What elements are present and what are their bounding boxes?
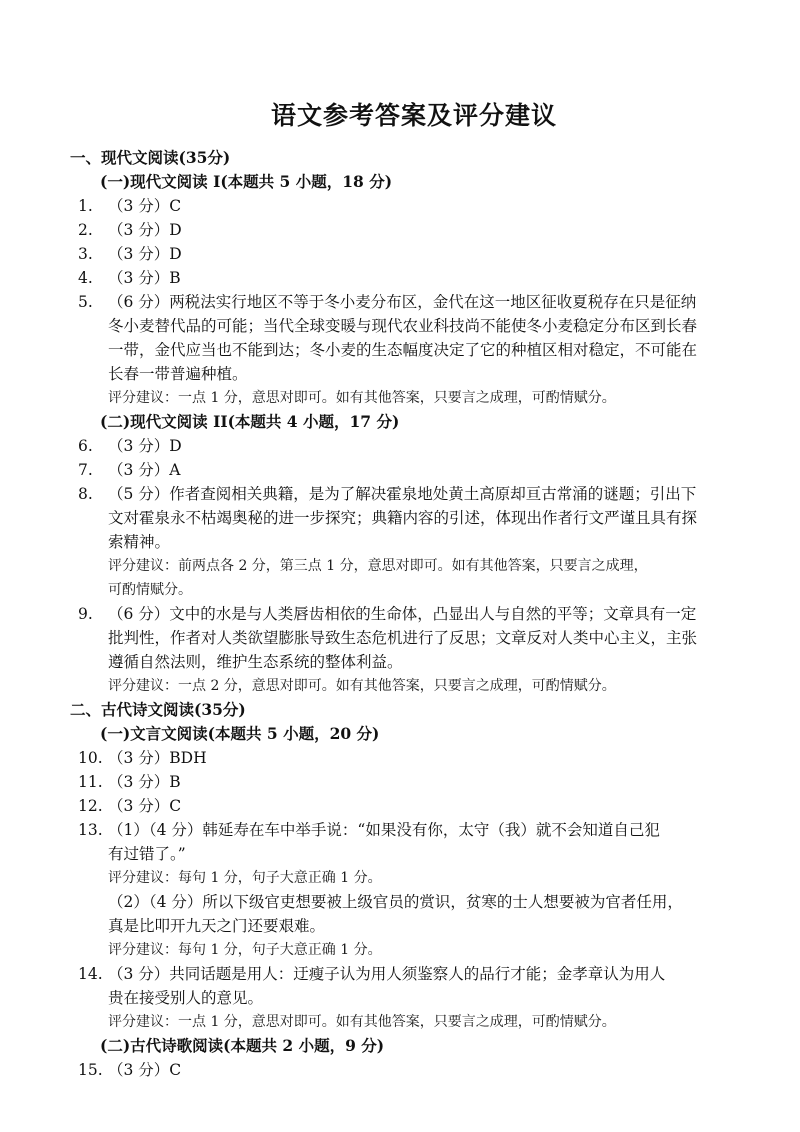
answer-item-2 bbox=[78, 218, 750, 242]
subsection-heading-1-1: (一)现代文阅读 I(本题共 5 小题，18 分) bbox=[100, 172, 393, 191]
item-number: 8. bbox=[78, 485, 93, 503]
subsection-heading-2-1: (一)文言文阅读(本题共 5 小题，20 分) bbox=[100, 724, 380, 743]
answer-item-1 bbox=[78, 194, 750, 218]
item-text: （3 分）D bbox=[108, 221, 182, 239]
page-title: 语文参考答案及评分建议 bbox=[270, 101, 557, 130]
answer-item-3 bbox=[78, 242, 750, 266]
item-text: （3 分）D bbox=[108, 245, 182, 263]
item-line: 索精神。 bbox=[108, 533, 171, 551]
answer-item-11 bbox=[78, 770, 750, 794]
item-number: 10. bbox=[78, 749, 103, 767]
item-line: 贵在接受别人的意见。 bbox=[108, 989, 264, 1007]
item-line: 冬小麦替代品的可能；当代全球变暖与现代农业科技尚不能使冬小麦稳定分布区到长春 bbox=[108, 317, 698, 335]
item-line: 文对霍泉永不枯竭奥秘的进一步探究；典籍内容的引述，体现出作者行文严谨且具有探 bbox=[108, 509, 698, 527]
item-number: 15. bbox=[78, 1061, 103, 1079]
answer-item-10 bbox=[78, 746, 750, 770]
scoring-note: 评分建议：每句 1 分，句子大意正确 1 分。 bbox=[108, 942, 382, 958]
item-number: 13. bbox=[78, 821, 103, 839]
scoring-note: 评分建议：一点 2 分，意思对即可。如有其他答案，只要言之成理，可酌情赋分。 bbox=[108, 678, 616, 694]
scoring-note: 评分建议：一点 1 分，意思对即可。如有其他答案，只要言之成理，可酌情赋分。 bbox=[108, 1014, 616, 1030]
item-number: 3. bbox=[78, 245, 93, 263]
scoring-note: 评分建议：一点 1 分，意思对即可。如有其他答案，只要言之成理，可酌情赋分。 bbox=[108, 390, 616, 406]
answer-item-14 bbox=[78, 962, 750, 1010]
item-text: （3 分）BDH bbox=[108, 749, 207, 767]
item-text bbox=[108, 962, 750, 1010]
item-line: 有过错了。” bbox=[108, 845, 186, 863]
answer-item-9 bbox=[78, 602, 750, 674]
item-number: 14. bbox=[78, 965, 103, 983]
item-line: （3 分）共同话题是用人：迂瘦子认为用人须鉴察人的品行才能；金孝章认为用人 bbox=[108, 965, 666, 983]
section-heading-1: 一、现代文阅读(35分) bbox=[70, 148, 231, 167]
item-line: 真是比叩开九天之门还要艰难。 bbox=[108, 917, 326, 935]
item-line: （1）（4 分）韩延寿在车中举手说：“如果没有你，太守（我）就不会知道自己犯 bbox=[108, 821, 660, 839]
item-line: （6 分）文中的水是与人类唇齿相依的生命体，凸显出人与自然的平等；文章具有一定 bbox=[108, 605, 697, 623]
answer-item-15 bbox=[78, 1058, 750, 1082]
answer-item-12 bbox=[78, 794, 750, 818]
item-number: 6. bbox=[78, 437, 93, 455]
subsection-heading-2-2: (二)古代诗歌阅读(本题共 2 小题，9 分) bbox=[100, 1036, 385, 1055]
section-heading-2: 二、古代诗文阅读(35分) bbox=[70, 700, 246, 719]
item-text bbox=[108, 482, 750, 554]
answer-item-4 bbox=[78, 266, 750, 290]
item-text bbox=[108, 290, 750, 386]
scoring-note: 可酌情赋分。 bbox=[108, 582, 192, 598]
item-number: 2. bbox=[78, 221, 93, 239]
item-number: 1. bbox=[78, 197, 93, 215]
item-text: （3 分）C bbox=[108, 797, 182, 815]
item-number: 5. bbox=[78, 293, 93, 311]
item-text: （3 分）B bbox=[108, 773, 181, 791]
answer-item-6 bbox=[78, 434, 750, 458]
scoring-note: 评分建议：每句 1 分，句子大意正确 1 分。 bbox=[108, 870, 382, 886]
item-text bbox=[108, 818, 750, 866]
item-line: （2）（4 分）所以下级官吏想要被上级官员的赏识，贫寒的士人想要被为官者任用， bbox=[108, 893, 683, 911]
subsection-heading-1-2: (二)现代文阅读 II(本题共 4 小题，17 分) bbox=[100, 412, 400, 431]
item-number: 7. bbox=[78, 461, 93, 479]
answer-item-8 bbox=[78, 482, 750, 554]
item-text: （3 分）C bbox=[108, 197, 182, 215]
item-line: 一带，金代应当也不能到达；冬小麦的生态幅度决定了它的种植区相对稳定，不可能在 bbox=[108, 341, 698, 359]
answer-item-5 bbox=[78, 290, 750, 386]
item-number: 11. bbox=[78, 773, 103, 791]
item-line: 遵循自然法则，维护生态系统的整体利益。 bbox=[108, 653, 403, 671]
answer-item-13 bbox=[78, 818, 750, 866]
item-text: （3 分）D bbox=[108, 437, 182, 455]
item-text: （3 分）A bbox=[108, 461, 181, 479]
item-number: 9. bbox=[78, 605, 93, 623]
item-line: 长春一带普遍种植。 bbox=[108, 365, 248, 383]
item-text: （3 分）B bbox=[108, 269, 181, 287]
scoring-note: 评分建议：前两点各 2 分，第三点 1 分，意思对即可。如有其他答案，只要言之成理， bbox=[108, 558, 648, 574]
item-line: 批判性，作者对人类欲望膨胀导致生态危机进行了反思；文章反对人类中心主义，主张 bbox=[108, 629, 698, 647]
item-line: （6 分）两税法实行地区不等于冬小麦分布区，金代在这一地区征收夏税存在只是征纳 bbox=[108, 293, 697, 311]
item-number: 4. bbox=[78, 269, 93, 287]
item-line: （5 分）作者查阅相关典籍，是为了解决霍泉地处黄土高原却亘古常涌的谜题；引出下 bbox=[108, 485, 697, 503]
item-text: （3 分）C bbox=[108, 1061, 182, 1079]
item-number: 12. bbox=[78, 797, 103, 815]
item-text bbox=[108, 602, 750, 674]
answer-item-7 bbox=[78, 458, 750, 482]
